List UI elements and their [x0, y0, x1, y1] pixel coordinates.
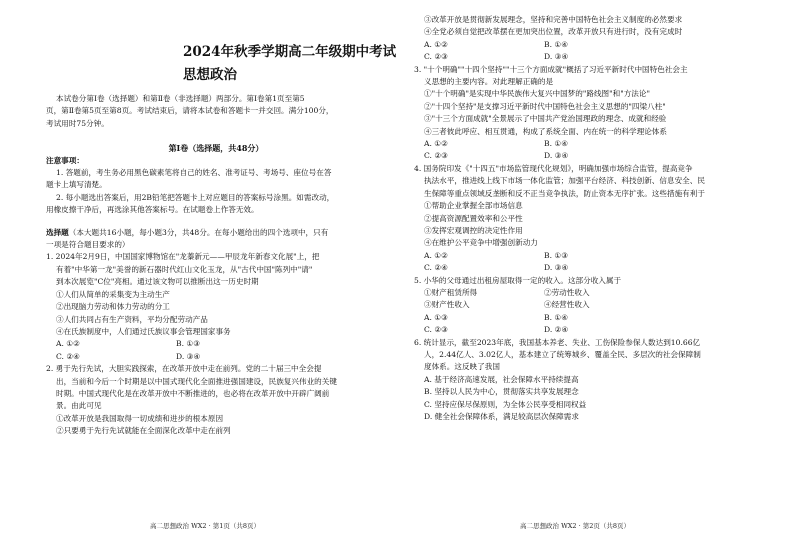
intro-line: 考试用时75分钟。	[46, 118, 109, 128]
q1-option-a[interactable]: A. ①②	[56, 339, 80, 349]
q5-option-b[interactable]: B. ①④	[544, 312, 569, 322]
q4-stem: 执法水平，推进线上线下市场一体化监管；加强平台经济、科技创新、信息安全、民	[424, 176, 705, 186]
notes-heading: 注意事项：	[46, 155, 84, 165]
intro-line: 页，第Ⅱ卷第5页至第8页。考试结束后，请将本试卷和答题卡一并交回。满分100分，	[46, 106, 334, 116]
q4-item: ④在维护公平竞争中增强创新动力	[424, 238, 538, 248]
q4-option-b[interactable]: B. ①③	[544, 250, 569, 260]
q6-option-c[interactable]: C. 坚持应保尽保原则，为全体公民享受相同权益	[424, 399, 587, 409]
page-title-line1: 2024年秋季学期高二年级期中考试	[183, 44, 397, 60]
q5-item: ④经营性收入	[544, 300, 590, 310]
q1-stem: 1. 2024年2月9日，中国国家博物馆在"龙蓁新元——甲辰龙年新春文化展"上，把	[46, 252, 320, 262]
q6-option-a[interactable]: A. 基于经济高速发展，社会保障水平持续提高	[424, 374, 579, 384]
q3-item: ②"十四个坚持"是支撑习近平新时代中国特色社会主义思想的"四梁八柱"	[424, 101, 666, 111]
q2-stem: 时期。中国式现代化是在改革开放中不断推进的，也必将在改革开放中开辟广阔前	[56, 388, 330, 398]
q2-option-c[interactable]: C. ②③	[424, 52, 448, 62]
section-heading: 第Ⅰ卷（选择题，共48分）	[168, 143, 264, 154]
q2-item: ④全党必须自觉把改革摆在更加突出位置，改革开放只有进行时，没有完成时	[424, 27, 683, 37]
q5-item: ①财产租赁所得	[424, 287, 478, 297]
q4-option-a[interactable]: A. ①②	[424, 250, 448, 260]
q1-option-b[interactable]: B. ①③	[176, 339, 201, 349]
q1-item: ④在氏族制度中，人们通过氏族议事会管理国家事务	[56, 326, 231, 336]
note-line: 用橡皮擦干净后，再选涂其他答案标号。在试题卷上作答无效。	[46, 205, 259, 215]
q2-option-b[interactable]: B. ①④	[544, 39, 569, 49]
note-line: 2. 每小题选出答案后，用2B铅笔把答题卡上对应题目的答案标号涂黑。如需改动，	[56, 192, 335, 202]
q2-option-a[interactable]: A. ①②	[424, 39, 448, 49]
mc-intro-line: 选择题（本大题共16小题，每小题3分，共48分。在每小题给出的四个选项中，只有	[46, 227, 329, 237]
q2-stem: 2. 勇于先行先试，大胆实践探索，在改革开放中走在前列。党的二十届三中全会提	[46, 364, 322, 374]
note-line: 题卡上填写清楚。	[46, 180, 107, 190]
right-column	[414, 14, 764, 423]
note-line: 1. 答题前，考生务必用黑色碳素笔将自己的姓名、准考证号、考场号、座位号在答	[56, 168, 332, 178]
page-title-line2: 思想政治	[183, 67, 237, 83]
q1-options-row	[46, 338, 386, 350]
q3-item: ④三者彼此呼应、相互贯通，构成了系统全面、内在统一的科学理论体系	[424, 126, 667, 136]
q4-options-row	[414, 262, 764, 274]
q3-option-b[interactable]: B. ①④	[544, 139, 569, 149]
q5-options-row	[414, 324, 764, 336]
q4-item: ①帮助企业掌握全部市场信息	[424, 201, 523, 211]
q1-options-row	[46, 351, 386, 363]
q2-option-d[interactable]: D. ③④	[544, 52, 569, 62]
q5-item: ②劳动性收入	[544, 287, 590, 297]
q2-options-row	[414, 51, 764, 63]
q1-stem: 有着"中华第一龙"美誉的新石器时代红山文化玉龙，从"古代中国"陈列中"请"	[56, 264, 313, 274]
q4-stem: 生保障等重点领域反垄断和反不正当竞争执法，防止资本无序扩张。这些措施有利于	[424, 188, 705, 198]
q5-option-c[interactable]: C. ②③	[424, 325, 448, 335]
q2-stem: 出，当前和今后一个时期是以中国式现代化全面推进强国建设，民族复兴伟业的关键	[56, 376, 337, 386]
q4-item: ②提高资源配置效率和公平性	[424, 213, 523, 223]
page-footer-left: 高二思想政治 WX2 · 第1页（共8页）	[150, 522, 260, 530]
page-footer-right: 高二思想政治 WX2 · 第2页（共8页）	[520, 522, 630, 530]
q5-item: ③财产性收入	[424, 300, 470, 310]
q3-option-c[interactable]: C. ②③	[424, 151, 448, 161]
q6-option-d[interactable]: D. 健全社会保障体系，满足较高层次保障需求	[424, 412, 579, 421]
q3-option-a[interactable]: A. ①②	[424, 139, 448, 149]
q6-stem: 人，2.44亿人、3.02亿人，基本建立了统筹城乡、覆盖全民、多层次的社会保障制	[424, 349, 701, 359]
q3-item: ③"十三个方面成就"全景展示了中国共产党治国理政的理念、成就和经验	[424, 114, 667, 124]
mc-intro-text: （本大题共16小题，每小题3分，共48分。在每小题给出的四个选项中，只有	[68, 227, 329, 237]
q2-item: ②只要勇于先行先试就能在全面深化改革中走在前列	[56, 426, 231, 436]
q3-stem: 3. "十个明确""十四个坚持""十三个方面成就"概括了习近平新时代中国特色社会主	[414, 64, 688, 74]
intro-line: 本试卷分第Ⅰ卷（选择题）和第Ⅱ卷（非选择题）两部分。第Ⅰ卷第1页至第5	[56, 94, 305, 103]
q1-item: ③人们共同占有生产资料，平均分配劳动产品	[56, 314, 208, 324]
q3-stem: 义思想的主要内容。对此理解正确的是	[424, 77, 554, 87]
q1-item: ②出现脑力劳动和体力劳动的分工	[56, 302, 170, 312]
q2-item: ③改革开放是贯彻新发展理念，坚持和完善中国特色社会主义制度的必然要求	[424, 15, 683, 24]
q5-option-a[interactable]: A. ①③	[424, 312, 448, 322]
q5-options-row	[414, 312, 764, 324]
q4-stem: 4. 国务院印发《"十四五"市场监管现代化规划》，明确加强市场综合监管，提高竞争	[414, 163, 693, 173]
q1-option-c[interactable]: C. ②④	[56, 351, 80, 361]
q1-stem: 到本次展览"C位"亮相。通过该文物可以推断出这一历史时期	[56, 277, 259, 287]
q5-option-d[interactable]: D. ②④	[544, 325, 569, 335]
q3-option-d[interactable]: D. ③④	[544, 151, 569, 161]
q1-option-d[interactable]: D. ③④	[176, 351, 201, 361]
q3-item: ①"十个明确"是实现中华民族伟大复兴中国梦的"路线图"和"方法论"	[424, 89, 650, 99]
q5-stem: 5. 小华的父母通过出租房屋取得一定的收入。这部分收入属于	[414, 275, 622, 285]
q4-option-c[interactable]: C. ②④	[424, 263, 448, 273]
q3-options-row	[414, 150, 764, 162]
q1-item: ①人们从简单的采集变为主动生产	[56, 289, 170, 299]
q2-item: ①改革开放是我国取得一切成绩和进步的根本原因	[56, 413, 224, 423]
q5-items-row	[414, 287, 764, 299]
q2-options-row	[414, 39, 764, 51]
mc-intro-line: 一项是符合题目要求的）	[46, 240, 130, 250]
q6-stem: 度体系。这反映了我国	[424, 362, 500, 372]
q5-items-row	[414, 299, 764, 311]
q4-options-row	[414, 250, 764, 262]
q6-stem: 6. 统计显示，截至2023年底，我国基本养老、失业、工伤保险参保人数达到10.66亿	[414, 337, 701, 347]
q6-option-b[interactable]: B. 坚持以人民为中心，贯彻落实共享发展理念	[424, 387, 579, 397]
q4-item: ③发挥宏观调控的决定性作用	[424, 225, 523, 235]
q2-stem: 景。由此可见	[56, 401, 102, 411]
q4-option-d[interactable]: D. ③④	[544, 263, 569, 273]
left-column	[46, 93, 386, 438]
q3-options-row	[414, 138, 764, 150]
